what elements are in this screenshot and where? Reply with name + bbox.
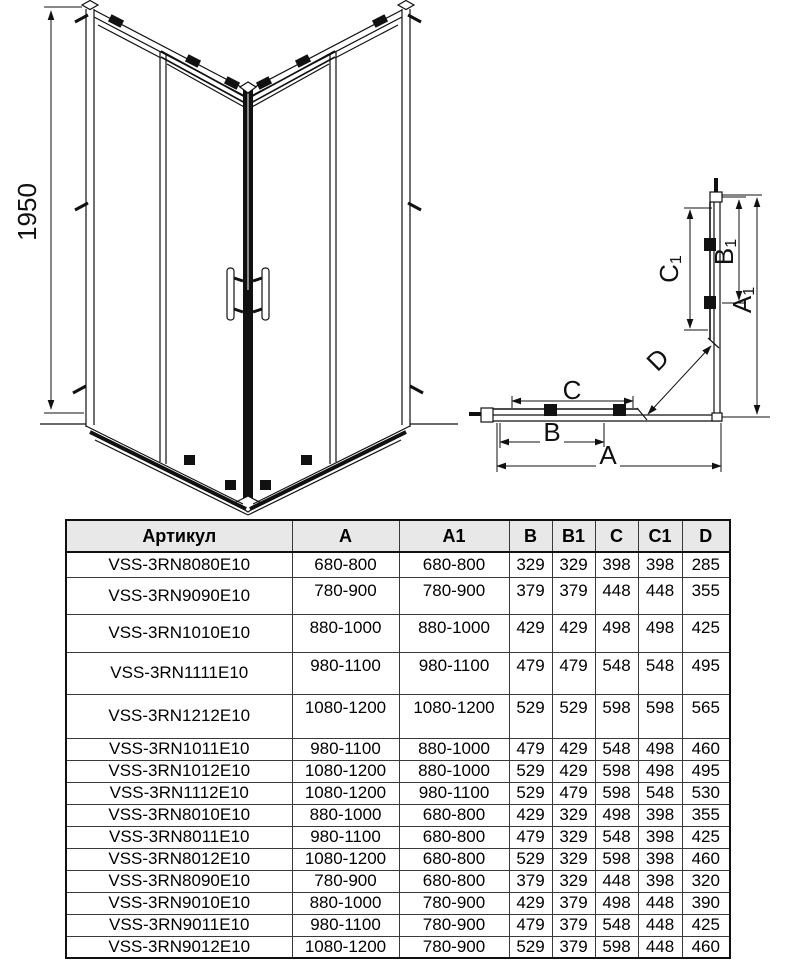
value-cell: 448: [638, 936, 682, 958]
article-cell: VSS-3RN1010E10: [66, 614, 292, 652]
corner-cap-left: [82, 1, 98, 10]
value-cell: 598: [595, 936, 638, 958]
value-cell: 598: [595, 848, 638, 870]
value-cell: 498: [638, 614, 682, 652]
value-cell: 980-1100: [292, 652, 399, 694]
value-cell: 398: [595, 552, 638, 577]
value-cell: 880-1000: [292, 892, 399, 914]
height-dimension-label: 1950: [12, 183, 42, 241]
value-cell: 390: [682, 892, 730, 914]
value-cell: 448: [595, 870, 638, 892]
article-cell: VSS-3RN9011E10: [66, 914, 292, 936]
value-cell: 398: [638, 870, 682, 892]
value-cell: 530: [682, 782, 730, 804]
value-cell: 548: [595, 826, 638, 848]
value-cell: 529: [509, 760, 552, 782]
table-row: [66, 577, 730, 614]
article-cell: VSS-3RN8080E10: [66, 552, 292, 577]
value-cell: 479: [509, 914, 552, 936]
value-cell: 329: [552, 870, 595, 892]
table-row: [66, 804, 730, 826]
table-header-cell: B: [509, 520, 552, 552]
value-cell: 329: [552, 552, 595, 577]
value-cell: 548: [595, 652, 638, 694]
value-cell: 529: [509, 936, 552, 958]
dim-c1-label: C1: [654, 255, 685, 283]
value-cell: 680-800: [399, 848, 509, 870]
value-cell: 529: [509, 694, 552, 738]
value-cell: 479: [509, 652, 552, 694]
value-cell: 680-800: [399, 804, 509, 826]
value-cell: 1080-1200: [292, 936, 399, 958]
value-cell: 529: [509, 782, 552, 804]
value-cell: 498: [638, 760, 682, 782]
value-cell: 285: [682, 552, 730, 577]
value-cell: 548: [638, 782, 682, 804]
article-cell: VSS-3RN8090E10: [66, 870, 292, 892]
table-row: [66, 738, 730, 760]
table-header-cell: A: [292, 520, 399, 552]
value-cell: 479: [552, 782, 595, 804]
value-cell: 565: [682, 694, 730, 738]
article-cell: VSS-3RN9012E10: [66, 936, 292, 958]
value-cell: 598: [595, 760, 638, 782]
value-cell: 429: [509, 804, 552, 826]
value-cell: 479: [509, 738, 552, 760]
value-cell: 429: [552, 760, 595, 782]
value-cell: 329: [552, 804, 595, 826]
value-cell: 780-900: [399, 936, 509, 958]
value-cell: 1080-1200: [399, 694, 509, 738]
value-cell: 379: [509, 870, 552, 892]
value-cell: 429: [552, 738, 595, 760]
value-cell: 780-900: [399, 577, 509, 614]
value-cell: 1080-1200: [292, 782, 399, 804]
article-cell: VSS-3RN1012E10: [66, 760, 292, 782]
value-cell: 379: [552, 892, 595, 914]
table-row: [66, 936, 730, 958]
value-cell: 548: [595, 738, 638, 760]
value-cell: 398: [638, 826, 682, 848]
value-cell: 780-900: [399, 914, 509, 936]
table-header-cell: C: [595, 520, 638, 552]
dim-c1: [654, 208, 712, 330]
value-cell: 329: [552, 848, 595, 870]
value-cell: 329: [552, 826, 595, 848]
value-cell: 398: [638, 552, 682, 577]
value-cell: 379: [552, 914, 595, 936]
dim-a: [497, 423, 721, 472]
value-cell: 880-1000: [399, 760, 509, 782]
value-cell: 980-1100: [292, 826, 399, 848]
value-cell: 548: [638, 652, 682, 694]
value-cell: 1080-1200: [292, 760, 399, 782]
table-header-cell: Артикул: [66, 520, 292, 552]
value-cell: 880-1000: [399, 738, 509, 760]
value-cell: 880-1000: [292, 804, 399, 826]
article-cell: VSS-3RN9010E10: [66, 892, 292, 914]
value-cell: 448: [638, 577, 682, 614]
value-cell: 680-800: [399, 552, 509, 577]
value-cell: 398: [638, 848, 682, 870]
table-header-row: [66, 520, 730, 552]
value-cell: 379: [509, 577, 552, 614]
value-cell: 495: [682, 760, 730, 782]
value-cell: 429: [509, 892, 552, 914]
value-cell: 460: [682, 848, 730, 870]
value-cell: 780-900: [292, 577, 399, 614]
value-cell: 479: [509, 826, 552, 848]
value-cell: 980-1100: [292, 738, 399, 760]
dim-a1-label: A1: [727, 286, 758, 314]
value-cell: 355: [682, 577, 730, 614]
spec-table: [65, 519, 731, 959]
table-row: [66, 694, 730, 738]
table-row: [66, 782, 730, 804]
value-cell: 329: [509, 552, 552, 577]
table-header-cell: B1: [552, 520, 595, 552]
article-cell: VSS-3RN8010E10: [66, 804, 292, 826]
table-header-cell: D: [682, 520, 730, 552]
value-cell: 880-1000: [399, 614, 509, 652]
dim-a1: [722, 195, 770, 417]
value-cell: 425: [682, 914, 730, 936]
dim-b-label: B: [543, 417, 561, 447]
value-cell: 425: [682, 614, 730, 652]
value-cell: 680-800: [292, 552, 399, 577]
value-cell: 379: [552, 936, 595, 958]
value-cell: 529: [552, 694, 595, 738]
value-cell: 980-1100: [399, 782, 509, 804]
value-cell: 780-900: [399, 892, 509, 914]
article-cell: VSS-3RN8011E10: [66, 826, 292, 848]
value-cell: 529: [509, 848, 552, 870]
table-row: [66, 914, 730, 936]
value-cell: 448: [638, 892, 682, 914]
article-cell: VSS-3RN1112E10: [66, 782, 292, 804]
article-cell: VSS-3RN8012E10: [66, 848, 292, 870]
value-cell: 398: [638, 804, 682, 826]
table-row: [66, 760, 730, 782]
table-row: [66, 552, 730, 577]
dim-c: [512, 375, 633, 408]
value-cell: 598: [595, 782, 638, 804]
article-cell: VSS-3RN9090E10: [66, 577, 292, 614]
value-cell: 680-800: [399, 870, 509, 892]
dim-d-label: D: [640, 342, 675, 377]
table-header-cell: C1: [638, 520, 682, 552]
door-handle-left: [227, 268, 243, 320]
plan-end-cap-top: [710, 192, 722, 202]
value-cell: 780-900: [292, 870, 399, 892]
value-cell: 460: [682, 936, 730, 958]
dim-c-label: C: [562, 375, 582, 405]
value-cell: 498: [638, 738, 682, 760]
value-cell: 448: [595, 577, 638, 614]
corner-cap-right: [398, 1, 414, 10]
dim-b1-label: B1: [709, 238, 740, 266]
value-cell: 355: [682, 804, 730, 826]
value-cell: 1080-1200: [292, 694, 399, 738]
plan-end-cap-left: [481, 408, 493, 422]
value-cell: 980-1100: [399, 652, 509, 694]
article-cell: VSS-3RN1011E10: [66, 738, 292, 760]
value-cell: 498: [595, 892, 638, 914]
dim-a-label: A: [599, 440, 617, 470]
value-cell: 598: [638, 694, 682, 738]
value-cell: 479: [552, 652, 595, 694]
value-cell: 1080-1200: [292, 848, 399, 870]
height-dimension: [12, 7, 84, 413]
value-cell: 495: [682, 652, 730, 694]
plan-view-drawing: [469, 178, 770, 472]
value-cell: 498: [595, 804, 638, 826]
value-cell: 448: [638, 914, 682, 936]
value-cell: 460: [682, 738, 730, 760]
door-handle-right: [253, 268, 269, 320]
front-view-drawing: [12, 1, 458, 516]
table-row: [66, 826, 730, 848]
article-cell: VSS-3RN1111E10: [66, 652, 292, 694]
value-cell: 429: [552, 614, 595, 652]
value-cell: 429: [509, 614, 552, 652]
value-cell: 498: [595, 614, 638, 652]
article-cell: VSS-3RN1212E10: [66, 694, 292, 738]
table-row: [66, 848, 730, 870]
table-header-cell: A1: [399, 520, 509, 552]
dim-d: [640, 342, 711, 414]
value-cell: 598: [595, 694, 638, 738]
table-row: [66, 614, 730, 652]
value-cell: 548: [595, 914, 638, 936]
value-cell: 379: [552, 577, 595, 614]
corner-post-cap: [240, 82, 256, 93]
table-row: [66, 892, 730, 914]
value-cell: 680-800: [399, 826, 509, 848]
table-row: [66, 652, 730, 694]
dim-b: [500, 417, 604, 448]
value-cell: 880-1000: [292, 614, 399, 652]
value-cell: 425: [682, 826, 730, 848]
value-cell: 980-1100: [292, 914, 399, 936]
value-cell: 320: [682, 870, 730, 892]
table-row: [66, 870, 730, 892]
